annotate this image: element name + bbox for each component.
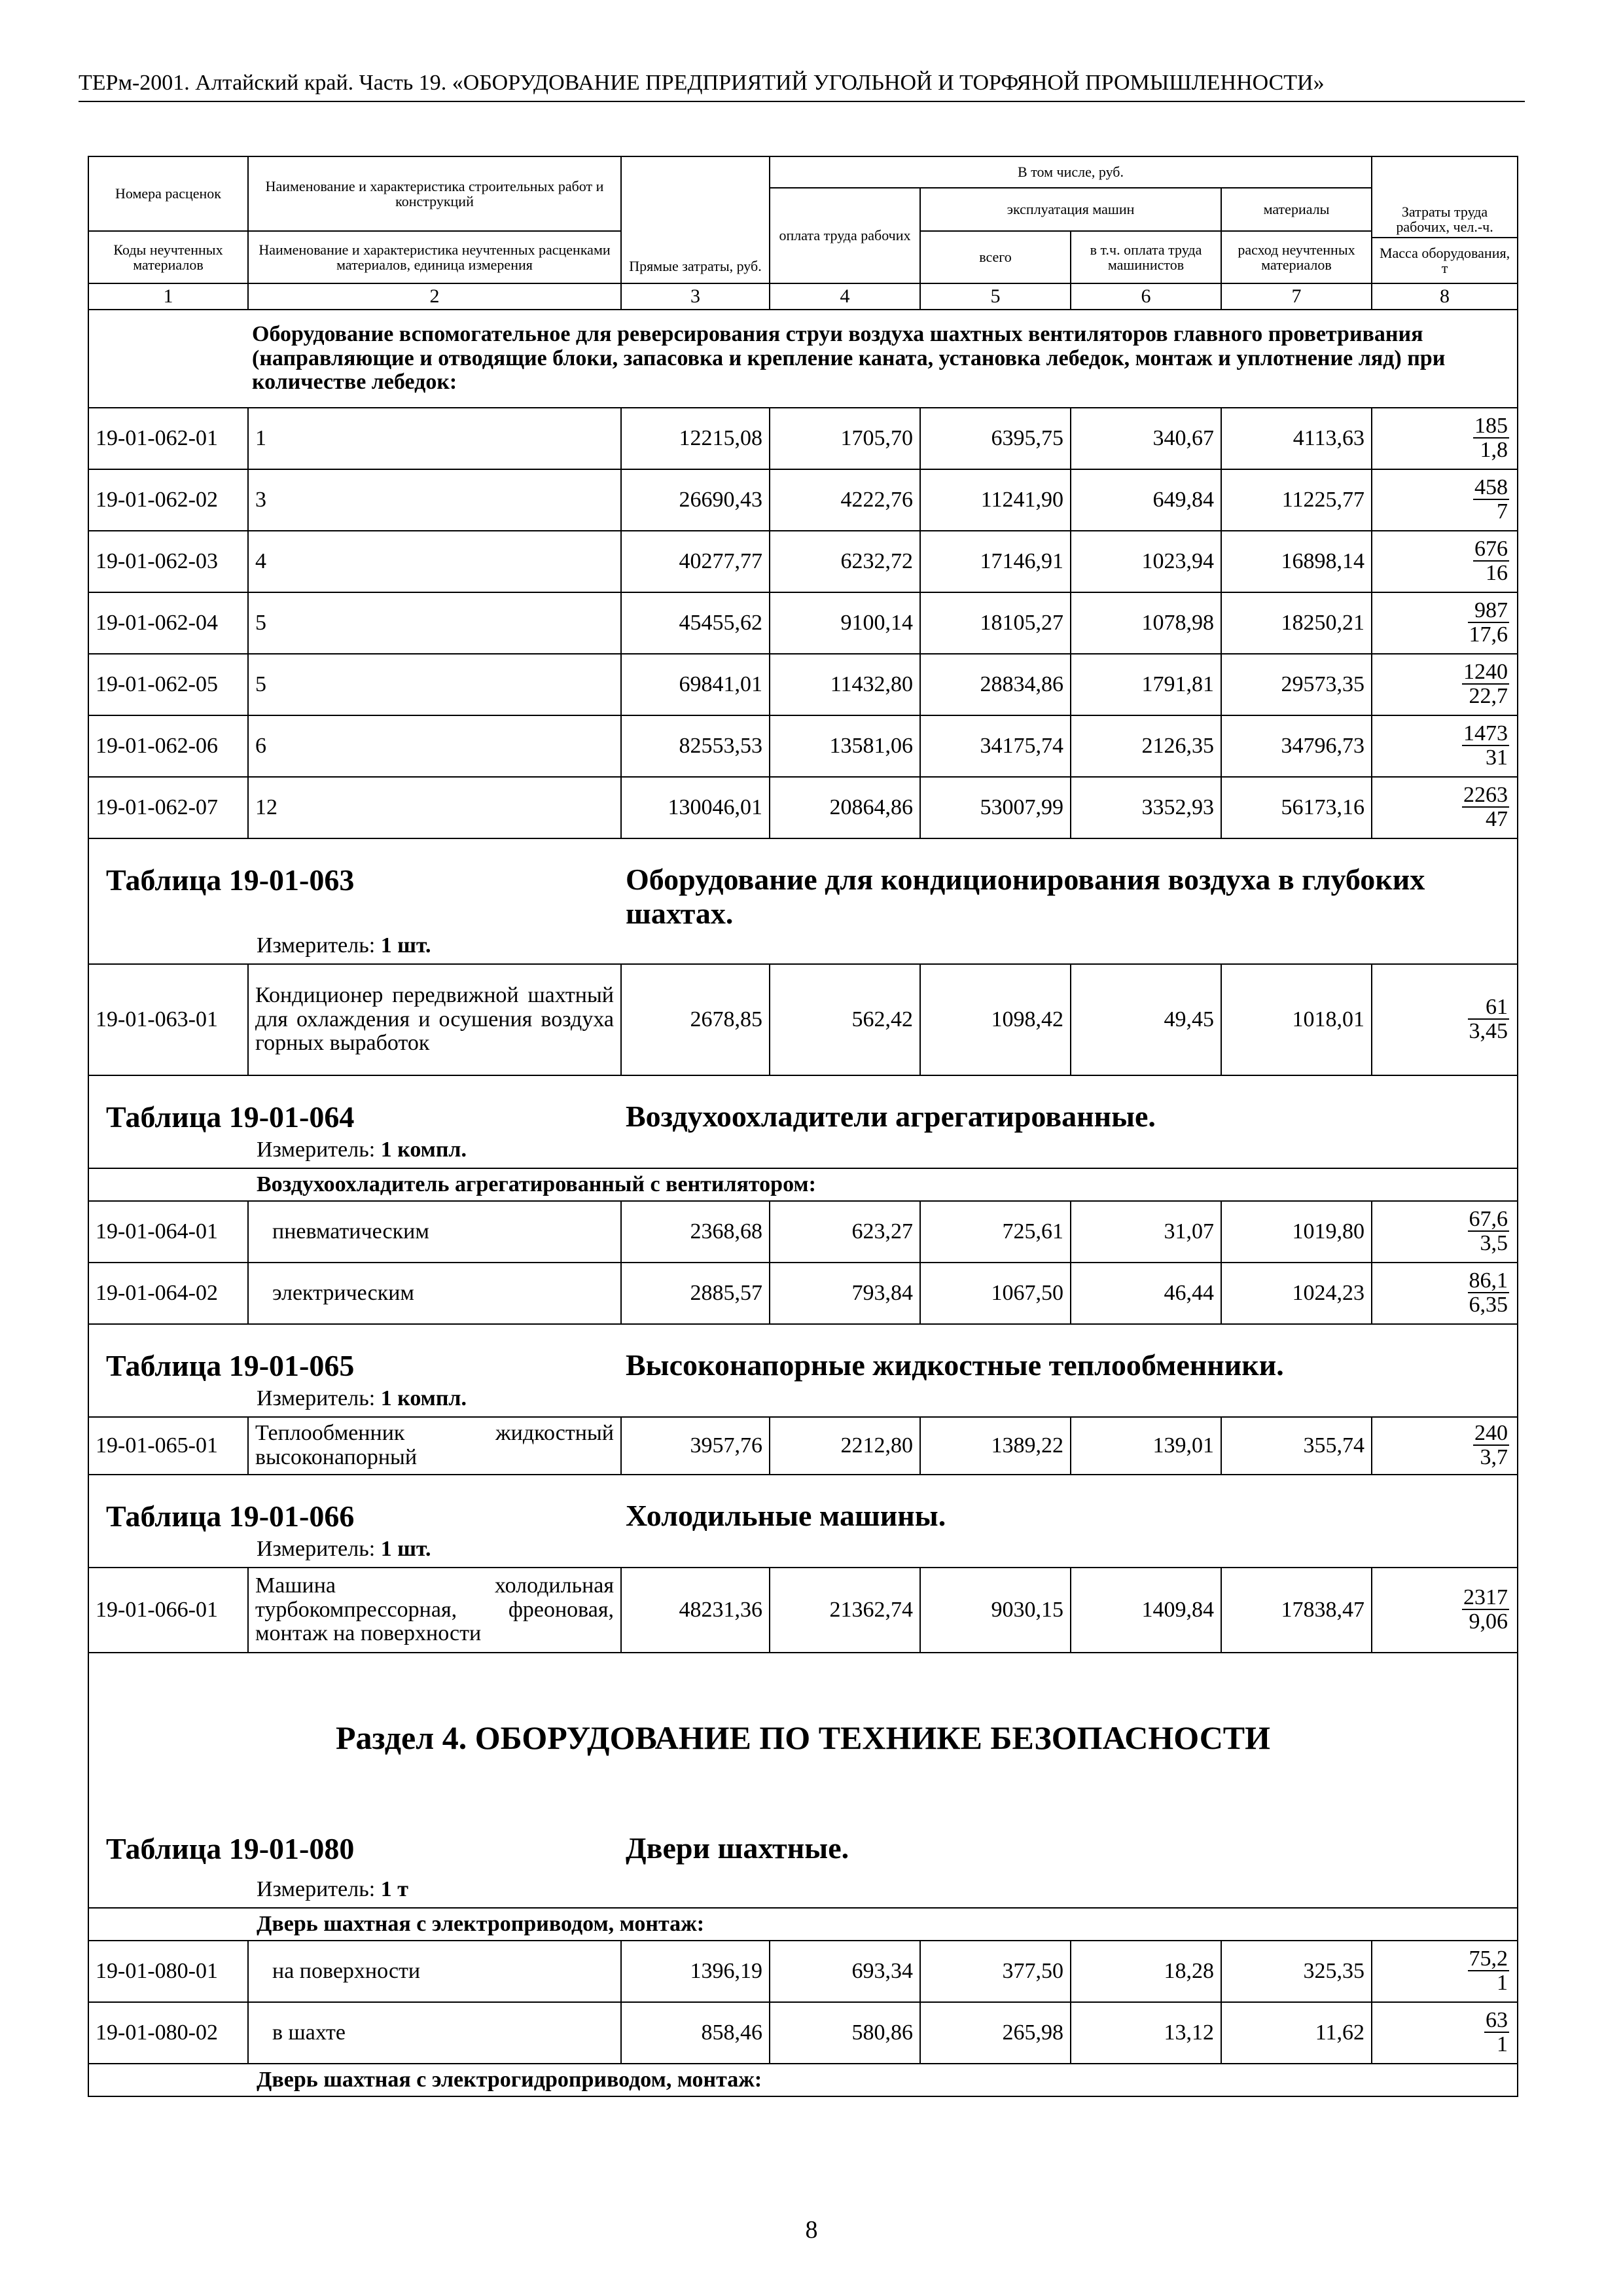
machines-total: 34175,74 [920, 715, 1071, 777]
materials-cost: 16898,14 [1221, 531, 1372, 592]
direct-costs: 69841,01 [621, 654, 770, 715]
labor-hours: 67,6 [1469, 1206, 1508, 1231]
rate-code: 19-01-062-04 [88, 592, 248, 654]
machines-total: 28834,86 [920, 654, 1071, 715]
rate-code: 19-01-080-02 [88, 2002, 248, 2064]
direct-costs: 82553,53 [621, 715, 770, 777]
group-subtitle: Дверь шахтная с электроприводом, монтаж: [88, 1908, 1518, 1941]
work-name: 1 [248, 408, 621, 469]
header-unaccounted-materials: расход неучтенных материалов [1221, 231, 1372, 283]
machines-total: 377,50 [920, 1941, 1071, 2002]
materials-cost: 4113,63 [1221, 408, 1372, 469]
direct-costs: 858,46 [621, 2002, 770, 2064]
table-title: Холодильные машины. [626, 1499, 946, 1532]
equipment-mass: 47 [1486, 807, 1508, 832]
direct-costs: 40277,77 [621, 531, 770, 592]
table-title: Высоконапорные жидкостные теплообменники. [626, 1348, 1284, 1382]
machines-total: 265,98 [920, 2002, 1071, 2064]
machines-total: 725,61 [920, 1201, 1071, 1263]
equipment-mass: 22,7 [1469, 684, 1508, 709]
labor-mass [1372, 592, 1518, 654]
header-worker-pay: оплата труда рабочих [770, 188, 920, 283]
work-name: Кондиционер передвижной шахтный для охлаждения и осушения воздуха горных выработок [248, 964, 621, 1075]
column-number: 3 [621, 283, 770, 310]
measurement-unit: Измеритель: 1 шт. [257, 933, 431, 958]
labor-hours: 676 [1474, 536, 1508, 561]
machines-total: 53007,99 [920, 777, 1071, 838]
rate-code: 19-01-062-07 [88, 777, 248, 838]
table-title: Воздухоохладители агрегатированные. [626, 1100, 1156, 1133]
worker-pay: 6232,72 [770, 531, 920, 592]
machines-total: 6395,75 [920, 408, 1071, 469]
direct-costs: 130046,01 [621, 777, 770, 838]
labor-hours: 86,1 [1469, 1268, 1508, 1293]
table-066-heading [88, 1475, 1518, 1568]
materials-cost: 56173,16 [1221, 777, 1372, 838]
operator-pay: 1791,81 [1071, 654, 1221, 715]
operator-pay: 49,45 [1071, 964, 1221, 1075]
group-subtitle: Воздухоохладитель агрегатированный с вентилятором: [88, 1168, 1518, 1201]
header-labor-hours: Затраты труда рабочих, чел.-ч. [1372, 156, 1518, 238]
worker-pay: 580,86 [770, 2002, 920, 2064]
machines-total: 9030,15 [920, 1568, 1071, 1653]
equipment-mass: 7 [1497, 499, 1508, 524]
rate-code: 19-01-062-02 [88, 469, 248, 531]
column-number: 8 [1372, 283, 1518, 310]
group-subtitle: Дверь шахтная с электрогидроприводом, монтаж: [88, 2064, 1518, 2096]
labor-hours: 63 [1486, 2007, 1508, 2032]
labor-mass [1372, 469, 1518, 531]
measurement-unit: Измеритель: 1 компл. [257, 1386, 467, 1410]
work-name: Теплообменник жидкостный высоконапорный [248, 1417, 621, 1475]
rate-code: 19-01-064-02 [88, 1263, 248, 1324]
labor-hours: 75,2 [1469, 1946, 1508, 1971]
work-name: 5 [248, 592, 621, 654]
machines-total: 1389,22 [920, 1417, 1071, 1475]
work-name: в шахте [248, 2002, 621, 2064]
operator-pay: 31,07 [1071, 1201, 1221, 1263]
equipment-mass: 9,06 [1469, 1609, 1508, 1634]
materials-cost: 18250,21 [1221, 592, 1372, 654]
work-name: 3 [248, 469, 621, 531]
labor-hours: 185 [1474, 413, 1508, 438]
materials-cost: 11225,77 [1221, 469, 1372, 531]
page-header: ТЕРм-2001. Алтайский край. Часть 19. «ОБОРУДОВАНИЕ ПРЕДПРИЯТИЙ УГОЛЬНОЙ И ТОРФЯНОЙ ПРОМЫШЛЕННОСТИ» [79, 71, 1525, 102]
table-number: Таблица 19-01-063 [106, 863, 355, 897]
worker-pay: 21362,74 [770, 1568, 920, 1653]
column-number: 1 [88, 283, 248, 310]
operator-pay: 3352,93 [1071, 777, 1221, 838]
operator-pay: 139,01 [1071, 1417, 1221, 1475]
table-080-heading [88, 1829, 1518, 1908]
work-name: на поверхности [248, 1941, 621, 2002]
direct-costs: 3957,76 [621, 1417, 770, 1475]
header-operator-pay: в т.ч. оплата труда машинистов [1071, 231, 1221, 283]
rate-code: 19-01-064-01 [88, 1201, 248, 1263]
machines-total: 18105,27 [920, 592, 1071, 654]
table-number: Таблица 19-01-080 [106, 1832, 355, 1865]
rate-code: 19-01-062-03 [88, 531, 248, 592]
measurement-unit: Измеритель: 1 шт. [257, 1537, 431, 1561]
equipment-mass: 3,7 [1480, 1445, 1508, 1470]
header-direct-costs: Прямые затраты, руб. [621, 156, 770, 283]
labor-mass [1372, 964, 1518, 1075]
header-including: В том числе, руб. [770, 156, 1372, 188]
column-number: 2 [248, 283, 621, 310]
direct-costs: 2885,57 [621, 1263, 770, 1324]
table-number: Таблица 19-01-064 [106, 1100, 355, 1134]
table-063-heading [88, 838, 1518, 964]
section-title: Раздел 4. ОБОРУДОВАНИЕ ПО ТЕХНИКЕ БЕЗОПАСНОСТИ [335, 1719, 1271, 1756]
worker-pay: 623,27 [770, 1201, 920, 1263]
price-table [88, 156, 1518, 2097]
operator-pay: 340,67 [1071, 408, 1221, 469]
operator-pay: 46,44 [1071, 1263, 1221, 1324]
labor-mass [1372, 1201, 1518, 1263]
table-064-heading [88, 1075, 1518, 1168]
equipment-mass: 16 [1486, 561, 1508, 586]
table-title: Двери шахтные. [626, 1831, 849, 1865]
table-title: Оборудование для кондиционирования воздуха в глубоких шахтах. [626, 863, 1425, 930]
equipment-mass: 1 [1497, 2032, 1508, 2057]
labor-hours: 1473 [1463, 721, 1508, 745]
header-work-name: Наименование и характеристика строительных работ и конструкций [248, 156, 621, 231]
direct-costs: 45455,62 [621, 592, 770, 654]
work-name: электрическим [248, 1263, 621, 1324]
materials-cost: 1018,01 [1221, 964, 1372, 1075]
header-rate-numbers: Номера расценок [88, 156, 248, 231]
labor-mass [1372, 1417, 1518, 1475]
machines-total: 17146,91 [920, 531, 1071, 592]
rate-code: 19-01-065-01 [88, 1417, 248, 1475]
header-equipment-mass: Масса оборудования, т [1372, 238, 1518, 283]
equipment-mass: 17,6 [1469, 622, 1508, 647]
measurement-unit: Измеритель: 1 т [257, 1877, 408, 1901]
labor-mass [1372, 531, 1518, 592]
page-number: 8 [805, 2216, 818, 2244]
worker-pay: 4222,76 [770, 469, 920, 531]
labor-mass [1372, 1263, 1518, 1324]
table-number: Таблица 19-01-066 [106, 1499, 355, 1533]
direct-costs: 26690,43 [621, 469, 770, 531]
worker-pay: 13581,06 [770, 715, 920, 777]
labor-hours: 240 [1474, 1420, 1508, 1445]
rate-code: 19-01-062-01 [88, 408, 248, 469]
work-name: 12 [248, 777, 621, 838]
equipment-mass: 1,8 [1480, 438, 1508, 463]
labor-mass [1372, 2002, 1518, 2064]
materials-cost: 1024,23 [1221, 1263, 1372, 1324]
labor-hours: 1240 [1463, 659, 1508, 684]
worker-pay: 562,42 [770, 964, 920, 1075]
materials-cost: 29573,35 [1221, 654, 1372, 715]
materials-cost: 34796,73 [1221, 715, 1372, 777]
work-name: 5 [248, 654, 621, 715]
machines-total: 1067,50 [920, 1263, 1071, 1324]
equipment-mass: 3,5 [1480, 1231, 1508, 1256]
price-table-wrapper [88, 156, 1517, 2097]
measurement-unit: Измеритель: 1 компл. [257, 1138, 467, 1162]
worker-pay: 1705,70 [770, 408, 920, 469]
header-unaccounted-names: Наименование и характеристика неучтенных расценками материалов, единица измерения [248, 231, 621, 283]
worker-pay: 9100,14 [770, 592, 920, 654]
labor-hours: 2317 [1463, 1585, 1508, 1609]
rate-code: 19-01-062-06 [88, 715, 248, 777]
worker-pay: 2212,80 [770, 1417, 920, 1475]
worker-pay: 793,84 [770, 1263, 920, 1324]
direct-costs: 2678,85 [621, 964, 770, 1075]
labor-hours: 2263 [1463, 782, 1508, 807]
header-machines: эксплуатация машин [920, 188, 1221, 231]
column-number: 6 [1071, 283, 1221, 310]
materials-cost: 1019,80 [1221, 1201, 1372, 1263]
rate-code: 19-01-080-01 [88, 1941, 248, 2002]
direct-costs: 12215,08 [621, 408, 770, 469]
equipment-mass: 6,35 [1469, 1293, 1508, 1318]
operator-pay: 1409,84 [1071, 1568, 1221, 1653]
labor-mass [1372, 654, 1518, 715]
machines-total: 11241,90 [920, 469, 1071, 531]
column-number: 7 [1221, 283, 1372, 310]
labor-mass [1372, 1568, 1518, 1653]
labor-hours: 987 [1468, 599, 1510, 624]
worker-pay: 693,34 [770, 1941, 920, 2002]
header-materials: материалы [1221, 188, 1372, 231]
rate-code: 19-01-063-01 [88, 964, 248, 1075]
operator-pay: 13,12 [1071, 2002, 1221, 2064]
materials-cost: 17838,47 [1221, 1568, 1372, 1653]
labor-hours: 61 [1468, 996, 1510, 1020]
header-unaccounted-codes: Коды неучтенных материалов [88, 231, 248, 283]
labor-mass [1372, 715, 1518, 777]
equipment-mass: 1 [1497, 1971, 1508, 1996]
direct-costs: 48231,36 [621, 1568, 770, 1653]
worker-pay: 20864,86 [770, 777, 920, 838]
operator-pay: 649,84 [1071, 469, 1221, 531]
materials-cost: 11,62 [1221, 2002, 1372, 2064]
group-title-062: Оборудование вспомогательное для реверсирования струи воздуха шахтных вентиляторов главного проветривания (направляющие и отводящие блоки, запасовка и крепление каната, установка лебедок, монтаж и уплотнение ляд) при количестве лебедок: [248, 310, 1518, 408]
table-065-heading [88, 1324, 1518, 1417]
labor-mass [1372, 777, 1518, 838]
labor-mass [1372, 408, 1518, 469]
work-name: 6 [248, 715, 621, 777]
materials-cost: 325,35 [1221, 1941, 1372, 2002]
header-machines-total: всего [920, 231, 1071, 283]
operator-pay: 2126,35 [1071, 715, 1221, 777]
rate-code: 19-01-062-05 [88, 654, 248, 715]
section-4 [88, 1653, 1518, 1829]
rate-code: 19-01-066-01 [88, 1568, 248, 1653]
direct-costs: 2368,68 [621, 1201, 770, 1263]
machines-total: 1098,42 [920, 964, 1071, 1075]
table-number: Таблица 19-01-065 [106, 1349, 355, 1382]
labor-hours: 458 [1474, 475, 1508, 499]
worker-pay: 11432,80 [770, 654, 920, 715]
equipment-mass: 3,45 [1469, 1019, 1508, 1044]
direct-costs: 1396,19 [621, 1941, 770, 2002]
column-number: 5 [920, 283, 1071, 310]
work-name: 4 [248, 531, 621, 592]
work-name: пневматическим [248, 1201, 621, 1263]
operator-pay: 1023,94 [1071, 531, 1221, 592]
operator-pay: 18,28 [1071, 1941, 1221, 2002]
labor-mass [1372, 1941, 1518, 2002]
materials-cost: 355,74 [1221, 1417, 1372, 1475]
column-number: 4 [770, 283, 920, 310]
operator-pay: 1078,98 [1071, 592, 1221, 654]
work-name: Машина холодильная турбокомпрессорная, фреоновая, монтаж на поверхности [248, 1568, 621, 1653]
equipment-mass: 31 [1486, 745, 1508, 770]
